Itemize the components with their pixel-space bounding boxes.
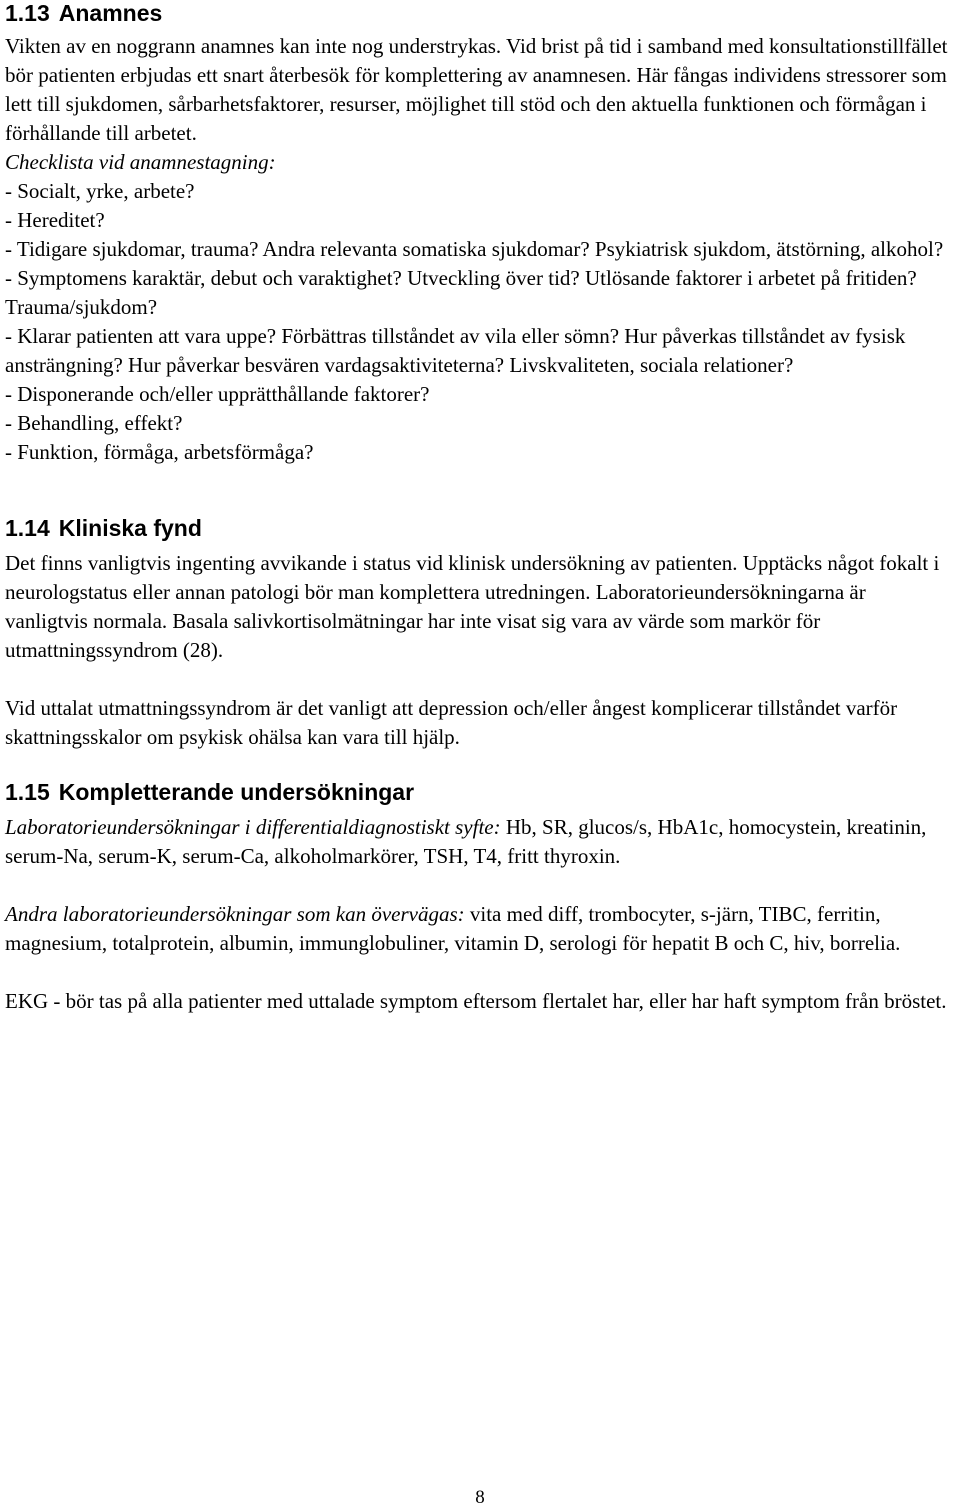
- document-page: [5, 0, 953, 1016]
- checklist-item: - Symptomens karaktär, debut och varaktighet? Utveckling över tid? Utlösande faktorer i arbetet på fritiden? Trauma/sjukdom?: [5, 266, 917, 319]
- section-heading-anamnes: [5, 0, 953, 26]
- checklist-item: - Disponerande och/eller upprätthållande faktorer?: [5, 382, 430, 406]
- lab-tests-text: Hb, SR, glucos/s, HbA1c, homocystein, kreatinin, serum-Na, serum-K, serum-Ca, alkoholmarkörer, TSH, T4, fritt thyroxin.: [5, 815, 927, 868]
- page-number: 8: [475, 1487, 485, 1508]
- other-lab-tests-lead: Andra laboratorieundersökningar som kan övervägas:: [5, 902, 465, 926]
- kliniska-fynd-paragraph: Det finns vanligtvis ingenting avvikande i status vid klinisk undersökning av patienten. Upptäcks något fokalt i neurologstatus eller annan patologi bör man komplettera utredningen. Laboratorieundersökningarna är vanligtvis normala. Basala salivkortisolmätningar har inte visat sig vara av värde som markör för utmattningssyndrom (28).: [5, 551, 940, 662]
- section-title: Anamnes: [58, 0, 163, 26]
- checklist-item: - Tidigare sjukdomar, trauma? Andra relevanta somatiska sjukdomar? Psykiatrisk sjukdom, ätstörning, alkohol?: [5, 237, 944, 261]
- lab-tests-paragraph: [5, 813, 953, 871]
- checklist-title: Checklista vid anamnestagning:: [5, 150, 276, 174]
- other-lab-tests-paragraph: [5, 900, 953, 958]
- checklist-item: - Socialt, yrke, arbete?: [5, 179, 195, 203]
- section-heading-kompletterande-undersokningar: [5, 779, 953, 805]
- lab-tests-lead: Laboratorieundersökningar i differentialdiagnostiskt syfte:: [5, 815, 501, 839]
- checklist-item: - Klarar patienten att vara uppe? Förbättras tillståndet av vila eller sömn? Hur påverkas tillståndet av fysisk ansträngning? Hur påverkar besvären vardagsaktiviteterna? Livskvaliteten, sociala relationer?: [5, 324, 906, 377]
- checklist-item: - Behandling, effekt?: [5, 411, 183, 435]
- checklist-item: - Funktion, förmåga, arbetsförmåga?: [5, 440, 314, 464]
- kliniska-fynd-paragraph: Vid uttalat utmattningssyndrom är det vanligt att depression och/eller ångest komplicerar tillståndet varför skattningsskalor om psykisk ohälsa kan vara till hjälp.: [5, 696, 898, 749]
- ekg-paragraph: EKG - bör tas på alla patienter med uttalade symptom eftersom flertalet har, eller har haft symptom från bröstet.: [5, 989, 947, 1013]
- section-title: Kliniska fynd: [58, 515, 202, 541]
- section-number: 1.15: [5, 779, 50, 805]
- anamnes-intro-paragraph: Vikten av en noggrann anamnes kan inte nog understrykas. Vid brist på tid i samband med konsultationstillfället bör patienten erbjudas ett snart återbesök för komplettering av anamnesen. Här fångas individens stressorer som lett till sjukdomen, sårbarhetsfaktorer, resurser, möjlighet till stöd och den aktuella funktionen och förmågan i förhållande till arbetet.: [5, 34, 948, 145]
- section-heading-kliniska-fynd: [5, 515, 953, 541]
- section-title: Kompletterande undersökningar: [58, 779, 415, 805]
- section-number: 1.13: [5, 0, 50, 26]
- section-number: 1.14: [5, 515, 50, 541]
- checklist-item: - Hereditet?: [5, 208, 105, 232]
- other-lab-tests-text: vita med diff, trombocyter, s-järn, TIBC, ferritin, magnesium, totalprotein, albumin, immunglobuliner, vitamin D, serologi för hepatit B och C, hiv, borrelia.: [5, 902, 901, 955]
